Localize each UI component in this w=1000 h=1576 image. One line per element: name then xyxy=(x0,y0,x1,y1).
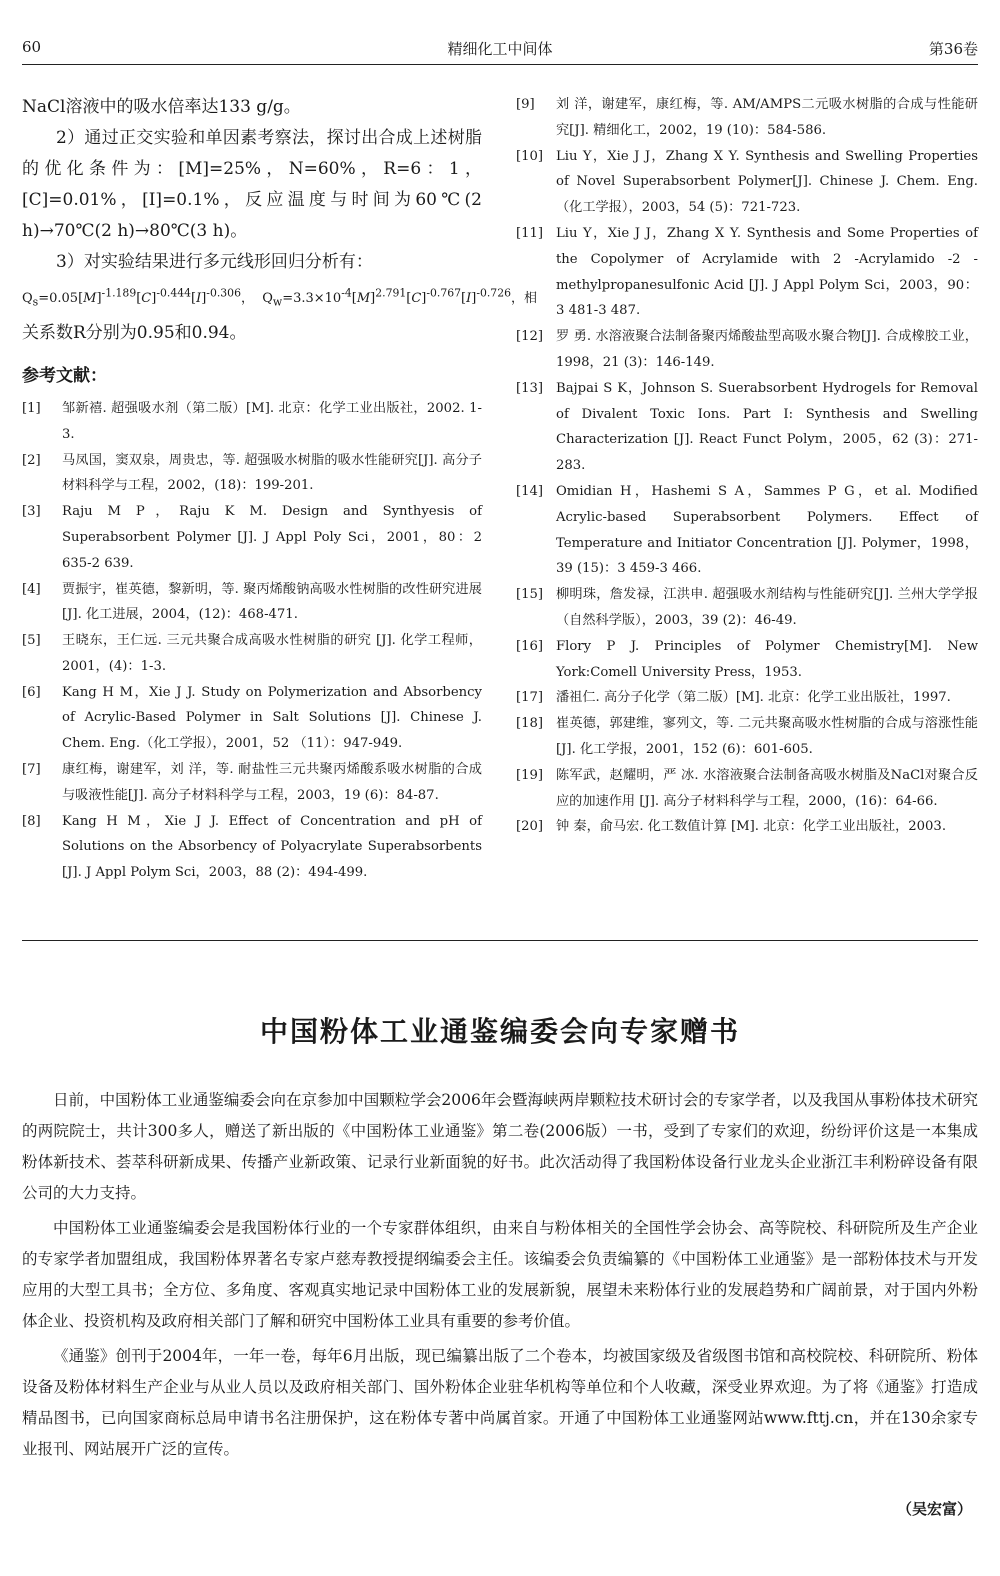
reference-item xyxy=(22,396,482,448)
body-paragraph-3: 3）对实验结果进行多元线形回归分析有： xyxy=(56,252,373,272)
reference-text: 贾振宇，崔英德，黎新明，等. 聚丙烯酸钠高吸水性树脂的改性研究进展[J]. 化工进展，2004，(12)：468-471. xyxy=(62,581,482,623)
reference-text: 罗 勇. 水溶液聚合法制备聚丙烯酸盐型高吸水聚合物[J]. 合成橡胶工业，1998，21 (3)：146-149. xyxy=(556,329,978,370)
reference-item xyxy=(22,809,482,886)
article-paragraph-1: 日前，中国粉体工业通鉴编委会向在京参加中国颗粒学会2006年会暨海峡两岸颗粒技术研讨会的专家学者，以及我国从事粉体技术研究的两院院士，共计300多人，赠送了新出版的《中国粉体工业通鉴》第二卷(2006版）一书，受到了专家们的欢迎，纷纷评价这是一本集成粉体新技术、荟萃科研新成果、传播产业新政策、记录行业新面貌的好书。此次活动得了我国粉体设备行业龙头企业浙江丰利粉碎设备有限公司的大力支持。 xyxy=(22,1091,978,1202)
references-heading: 参考文献： xyxy=(22,365,107,386)
reference-item xyxy=(22,628,482,680)
reference-item xyxy=(516,479,978,582)
reference-text: Flory P J. Principles of Polymer Chemistry[M]. New York:Comell University Press，1953. xyxy=(556,638,978,680)
reference-text: Kang H M，Xie J J. Study on Polymerization and Absorbency of Acrylic-Based Polymer in Salt Solutions [J]. Chinese J. Chem. Eng.（化工学报），2001，52 （11）：947-949. xyxy=(62,684,482,752)
regression-formula xyxy=(22,278,537,318)
volume-label: 第36卷 xyxy=(928,40,978,58)
page-header xyxy=(22,38,978,65)
reference-number: [2] xyxy=(22,452,41,468)
reference-item xyxy=(22,680,482,757)
reference-item xyxy=(22,577,482,629)
reference-text: Bajpai S K，Johnson S. Suerabsorbent Hydrogels for Removal of Divalent Toxic Ions. Part I: Synthesis and Swelling Characterization [J]. React Funct Polym，2005，62 (3)：271-283. xyxy=(556,380,978,474)
article-paragraph-2: 中国粉体工业通鉴编委会是我国粉体行业的一个专家群体组织，由来自与粉体相关的全国性学会协会、高等院校、科研院所及生产企业的专家学者加盟组成，我国粉体界著名专家卢慈寿教授提纲编委会主任。该编委会负责编纂的《中国粉体工业通鉴》是一部粉体技术与开发应用的大型工具书；全方位、多角度、客观真实地记录中国粉体工业的发展新貌，展望未来粉体行业的发展趋势和广阔前景，对于国内外粉体企业、投资机构及政府相关部门了解和研究中国粉体工业具有重要的参考价值。 xyxy=(22,1219,978,1330)
reference-item xyxy=(516,92,978,144)
reference-text: 崔英德，郭建维，寥列文，等. 二元共聚高吸水性树脂的合成与溶涨性能[J]. 化工学报，2001，152 (6)：601-605. xyxy=(556,716,978,757)
reference-number: [13] xyxy=(516,380,544,396)
correlation-line: 关系数R分别为0.95和0.94。 xyxy=(22,322,247,343)
reference-text: Raju M P，Raju K M. Design and Synthyesis of Superabsorbent Polymer [J]. J Appl Poly Sci，2001，80：2 635-2 639. xyxy=(62,504,482,571)
reference-text: Omidian H，Hashemi S A，Sammes P G，et al. Modified Acrylic-based Superabsorbent Polymers. Effect of Temperature and Initiator Concentration [J]. Polymer，1998，39 (15)：3 459-3 466. xyxy=(556,483,978,577)
body-line-1: NaCl溶液中的吸水倍率达133 g/g。 xyxy=(22,97,301,117)
journal-name: 精细化工中间体 xyxy=(447,40,553,58)
reference-item xyxy=(516,763,978,815)
reference-number: [20] xyxy=(516,819,544,835)
body-paragraph-2: 2）通过正交实验和单因素考察法，探讨出合成上述树脂的优化条件为：[M]=25%，N=60%，R=6：1，[C]=0.01%，[I]=0.1%，反应温度与时间为60℃(2 h)→70℃(2 h)→80℃(3 h)。 xyxy=(22,128,482,241)
reference-text: 王晓东，王仁远. 三元共聚合成高吸水性树脂的研究 [J]. 化学工程师，2001，(4)：1-3. xyxy=(62,633,482,674)
reference-number: [17] xyxy=(516,690,544,706)
reference-text: Kang H M，Xie J J. Effect of Concentration and pH of Solutions on the Absorbency of Polyacrylate Superabsorbents [J]. J Appl Polym Sci，2003，88 (2)：494-499. xyxy=(62,813,482,881)
reference-list-right xyxy=(516,92,978,840)
reference-item xyxy=(516,582,978,634)
formula-text: $Q_s=0.05[M]^{-1.189}[C]^{-0.444}[I]^{-0.306}$， $Q_w=3.3\times 10^{-4}[M]^{2.791}[C]^{-0.767}[I]^{-0.726}$，相 xyxy=(22,287,537,309)
reference-number: [3] xyxy=(22,504,41,520)
right-column xyxy=(516,92,978,840)
reference-number: [8] xyxy=(22,813,41,829)
reference-number: [5] xyxy=(22,633,41,649)
reference-number: [9] xyxy=(516,97,535,112)
reference-text: Liu Y，Xie J J，Zhang X Y. Synthesis and Swelling Properties of Novel Superabsorbent Polymer[J]. Chinese J. Chem. Eng.（化工学报），2003，54 (5)：721-723. xyxy=(556,148,978,216)
reference-text: 潘祖仁. 高分子化学（第二版）[M]. 北京：化学工业出版社，1997. xyxy=(556,690,951,706)
article-paragraph-3: 《通鉴》创刊于2004年，一年一卷，每年6月出版，现已编纂出版了二个卷本，均被国家级及省级图书馆和高校院校、科研院所、粉体设备及粉体材料生产企业与从业人员以及政府相关部门、国外粉体企业驻华机构等单位和个人收藏，深受业界欢迎。为了将《通鉴》打造成精品图书，已向国家商标总局申请书名注册保护，这在粉体专著中尚属首家。开通了中国粉体工业通鉴网站www.fttj.cn，并在130余家专业报刊、网站展开广泛的宣传。 xyxy=(22,1347,978,1458)
reference-number: [14] xyxy=(516,483,544,499)
article-author: （吴宏富） xyxy=(896,1500,972,1518)
reference-number: [19] xyxy=(516,767,544,783)
reference-item xyxy=(516,685,978,711)
reference-item xyxy=(516,814,978,840)
reference-text: 钟 秦，俞马宏. 化工数值计算 [M]. 北京：化学工业出版社，2003. xyxy=(556,819,947,835)
reference-item xyxy=(22,757,482,809)
reference-number: [1] xyxy=(22,400,41,416)
reference-number: [11] xyxy=(516,225,544,241)
reference-number: [15] xyxy=(516,587,544,603)
article-title: 中国粉体工业通鉴编委会向专家赠书 xyxy=(259,1015,740,1048)
reference-text: Liu Y，Xie J J，Zhang X Y. Synthesis and Some Properties of the Copolymer of Acrylamide with 2 -Acrylamido -2 -methylpropanesulfonic Acid [J]. J Appl Polym Sci，2003，90：3 481-3 487. xyxy=(556,225,978,319)
reference-item xyxy=(516,711,978,763)
reference-text: 邹新禧. 超强吸水剂（第二版）[M]. 北京：化学工业出版社，2002. 1-3. xyxy=(62,400,482,442)
reference-item xyxy=(516,144,978,221)
page-number: 60 xyxy=(22,38,42,56)
reference-number: [18] xyxy=(516,716,544,732)
reference-text: 刘 洋，谢建军，康红梅，等. AM/AMPS二元吸水树脂的合成与性能研究[J]. 精细化工，2002，19 (10)：584-586. xyxy=(556,97,978,138)
reference-item xyxy=(516,634,978,686)
reference-number: [10] xyxy=(516,148,544,164)
article-body xyxy=(22,1085,978,1469)
reference-text: 陈军武，赵耀明，严 冰. 水溶液聚合法制备高吸水树脂及NaCl对聚合反应的加速作用 [J]. 高分子材料科学与工程，2000，(16)：64-66. xyxy=(556,767,978,809)
reference-item xyxy=(22,499,482,576)
reference-number: [16] xyxy=(516,638,544,654)
reference-list-left xyxy=(22,396,482,886)
reference-text: 马凤国，窦双泉，周贵忠，等. 超强吸水树脂的吸水性能研究[J]. 高分子材料科学与工程，2002，(18)：199-201. xyxy=(62,452,482,494)
reference-number: [6] xyxy=(22,684,41,700)
reference-text: 柳明珠，詹发禄，江洪申. 超强吸水剂结构与性能研究[J]. 兰州大学学报（自然科学版），2003，39 (2)：46-49. xyxy=(556,587,978,628)
reference-number: [4] xyxy=(22,581,41,597)
reference-item xyxy=(516,376,978,479)
section-divider xyxy=(22,940,978,941)
reference-text: 康红梅，谢建军，刘 洋，等. 耐盐性三元共聚丙烯酸系吸水树脂的合成与吸液性能[J]. 高分子材料科学与工程，2003，19 (6)：84-87. xyxy=(62,762,482,803)
reference-item xyxy=(516,221,978,324)
reference-number: [12] xyxy=(516,329,544,345)
reference-item xyxy=(22,448,482,500)
reference-item xyxy=(516,324,978,376)
reference-number: [7] xyxy=(22,762,41,778)
